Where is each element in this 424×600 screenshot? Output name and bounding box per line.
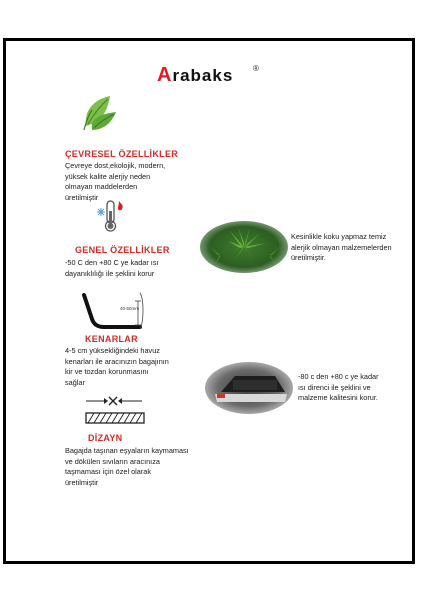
text-line: -80 c den +80 c ye kadar [298,372,379,381]
text-line: sağlar [65,377,85,387]
section-text-design [65,446,189,488]
right-panel-text-heat [298,372,379,404]
text-line: üretilmiştir. [291,253,326,262]
thermometer-icon [94,197,128,235]
text-line: olmayan maddelerden [65,182,138,191]
text-line: dayanıklılığı ile şeklini korur [65,268,155,278]
car-trunk-photo [205,362,293,414]
text-line: ısı direnci ile şeklini ve [298,382,371,392]
text-line: taşmaması için özel olarak [65,467,151,476]
text-line: Kesinlikle koku yapmaz temiz [291,232,387,241]
text-line: -50 C den +80 C ye kadar ısı [65,258,159,267]
section-heading-edges: KENARLAR [85,334,138,344]
text-line: kenarları ile aracınızın bagajının [65,356,169,366]
text-line: malzeme kalitesini korur. [298,393,378,402]
text-line: yüksek kalite alerjiy neden [65,171,151,181]
section-text-edges [65,346,169,388]
green-leaves-photo [200,221,288,273]
text-line: kir ve tozdan korunmasını [65,367,149,376]
brand-initial: A [157,64,173,86]
leaf-icon [78,92,120,134]
text-line: Çevreye dost,ekolojik, modern, [65,161,166,170]
right-panel-text-odor [291,232,392,264]
text-line: 4-5 cm yüksekliğindeki havuz [65,346,160,355]
text-line: alerjik olmayan malzemelerden [291,242,392,252]
brand-logo [157,64,233,87]
section-heading-general: GENEL ÖZELLİKLER [75,245,170,255]
text-line: üretilmiştir [65,477,99,487]
registered-mark: ® [253,64,259,73]
section-heading-design: DİZAYN [88,433,123,443]
leaves-illustration [200,221,288,273]
text-line: Bagajda taşınan eşyaların kaymaması [65,446,189,455]
text-line: ve dökülen sıvıların aracınıza [65,456,160,466]
text-line: üretilmiştir [65,192,99,202]
section-heading-environment: ÇEVRESEL ÖZELLİKLER [65,149,179,159]
section-text-general [65,258,159,279]
trunk-illustration [205,362,293,414]
edge-diagram-label: 40-50mm [120,306,140,311]
brand-name: rabaks [172,66,234,85]
edge-profile-icon [80,291,150,333]
anti-slip-icon [82,393,148,429]
